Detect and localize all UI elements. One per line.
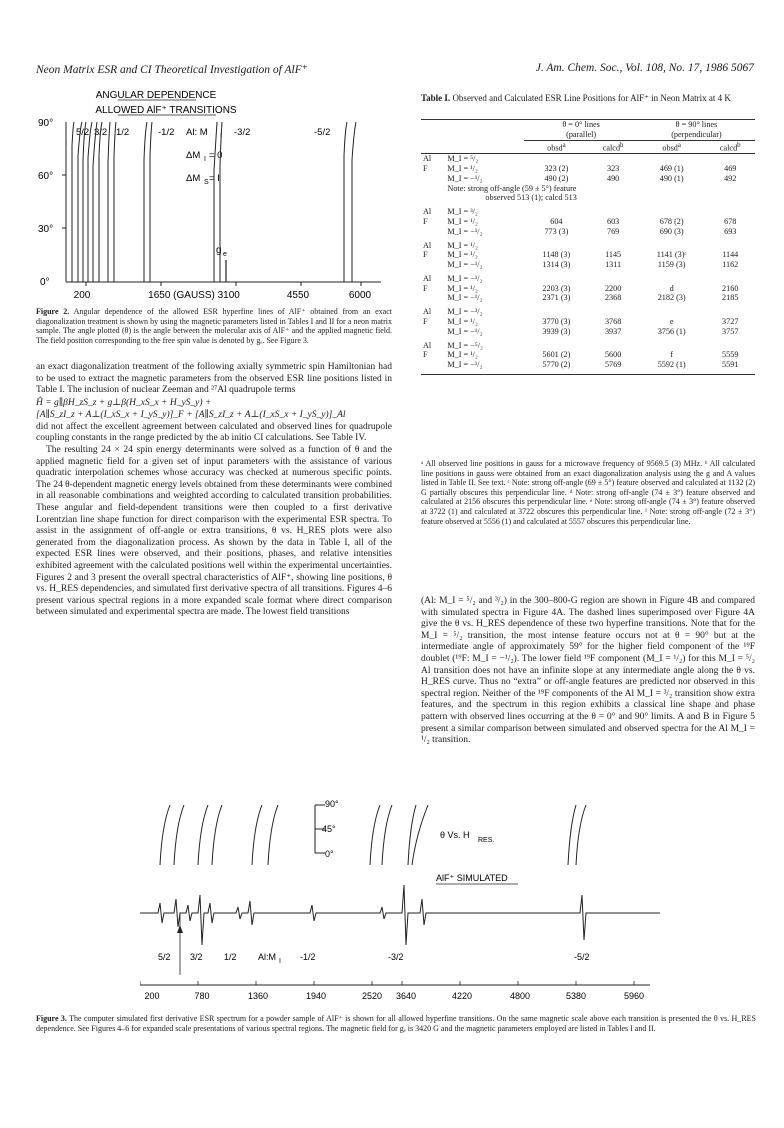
fig3-xtick-780: 780 <box>194 991 210 1001</box>
fig3-xtick-1940: 1940 <box>305 991 327 1001</box>
figure-3-caption-label: Figure 3. <box>36 1014 67 1023</box>
running-header-left: Neon Matrix ESR and CI Theoretical Investigation of AlF⁺ <box>36 64 308 76</box>
svg-text:e: e <box>223 251 227 258</box>
right-column-text <box>421 596 755 747</box>
obsd-perpendicular: f <box>670 350 674 360</box>
calcd-parallel: 5769 <box>604 360 622 370</box>
calcd-perpendicular: 678 <box>724 216 737 226</box>
calcd-parallel: 323 <box>606 163 620 173</box>
fig3-mi-5-2: 5/2 <box>158 952 171 962</box>
calcd-perpendicular: 5559 <box>722 350 739 360</box>
calcd-parallel: 2368 <box>604 293 622 303</box>
obsd-perpendicular: 2182 (3) <box>657 293 686 303</box>
al-mi: M_I = −⁵/₂ <box>447 340 483 350</box>
table-1-caption-text: Observed and Calculated ESR Line Positions for AlF⁺ in Neon Matrix at 4 K <box>452 93 731 103</box>
fig2-label-3-2: 3/2 <box>94 127 108 138</box>
figure-2-plot <box>36 86 386 304</box>
calcd-perpendicular: 1144 <box>722 250 739 260</box>
calcd-perpendicular: 3757 <box>722 326 739 336</box>
table-row <box>421 317 755 327</box>
fig3-xtick-5380: 5380 <box>565 991 587 1001</box>
left-paragraph-3: The resulting 24 × 24 spin energy determinants were solved as a function of θ and the applied magnetic field for a given set of input parameters with the assistance of various quadratic interpolation schemes whose accuracy was checked at numerous specific points. The 24 θ-dependent magnetic energy levels obtained from these determinants were combined in all reasonable combinations and weighted according to calculated transition probabilities. These angular and field-dependent transitions were then coupled to a first derivative Lorentzian line shape function for direct comparison with the experimental ESR spectra. To assist in the assignment of off-angle or extra transitions, θ vs. H_RES plots were also generated from the diagonalization process. As shown by the data in Table I, all of the expected ESR lines were observed, and their positions, phases, and relative intensities exhibited agreement with the calculated positions well within the experimental uncertainties. Figures 2 and 3 present the overall spectral characteristics of AlF⁺, showing line positions, θ vs. H_RES dependencies, and simulated first derivative spectra of all transitions. Figures 4–6 present various spectral regions in a more expanded scale format where direct comparison between simulated and experimental spectra are made. The lowest field transitions <box>36 444 392 618</box>
obsd-perpendicular: 469 (1) <box>659 163 684 173</box>
left-paragraph-2: did not affect the excellent agreement between calculated and observed lines for quadrupole coupling constants in the range predicted by the ab initio CI calculations. See Table IV. <box>36 421 392 444</box>
fig3-xtick-5960: 5960 <box>623 991 645 1001</box>
figure-2-caption-label: Figure 2. <box>36 307 70 316</box>
fig3-mi-m5-2: -5/2 <box>574 952 590 962</box>
table-1 <box>421 119 755 375</box>
obsd-parallel: 1148 (3) <box>542 250 571 260</box>
fig3-al-mi: Al:M <box>258 952 276 962</box>
fig2-label-m3-2: -3/2 <box>234 127 251 138</box>
obsd-parallel: 5601 (2) <box>542 350 571 360</box>
svg-text:= 0: = 0 <box>209 150 223 161</box>
fig3-angle-0: 0° <box>325 849 334 859</box>
calcd-perpendicular: 492 <box>724 173 737 183</box>
f-mi: M_I = ¹/₂ <box>447 283 478 293</box>
fig2-label-mi-sub: I <box>220 133 222 140</box>
table-1-caption <box>421 93 755 104</box>
fig2-ytick-90: 90° <box>38 118 54 129</box>
nucleus-al: Al <box>423 240 432 250</box>
table-row <box>421 164 755 174</box>
fig3-theta-label: θ Vs. H <box>440 830 470 840</box>
f-mi: M_I = −¹/₂ <box>447 173 483 183</box>
nucleus-al: Al <box>423 154 432 164</box>
fig3-angle-90: 90° <box>325 799 339 809</box>
table-1-footnote: ᵃ All observed line positions in gauss for a microwave frequency of 9569.5 (3) MHz. ᵇ All calculated line positions in gauss were obtained from an exact diagonalization analysis using the g and A values listed in Table II. See text. ᶜ Note: strong off-angle (69 ± 5°) feature observed and calculated at 1132 (2) G partially obscures this perpendicular line. ᵈ Note: strong off-angle (74 ± 3°) feature observed and calculated at 2156 obscures this perpendicular line. ᵉ Note: strong off-angle (74 ± 3°) feature observed at 3722 (1) and calculated at 3722 obscures this perpendicular line. ᶠ Note: strong off-angle (72 ± 3°) feature observed at 5556 (1) and calculated at 5557 obscures this perpendicular line. <box>421 459 755 526</box>
running-header-right: J. Am. Chem. Soc., Vol. 108, No. 17, 1986 5067 <box>535 62 754 74</box>
calcd-perpendicular: 693 <box>724 226 737 236</box>
f-mi: M_I = ¹/₂ <box>447 163 478 173</box>
fig3-mi-3-2: 3/2 <box>190 952 203 962</box>
table-1-caption-label: Table I. <box>421 93 451 103</box>
obsd-perpendicular: e <box>669 317 674 327</box>
nucleus-al: Al <box>423 207 432 217</box>
nucleus-f: F <box>423 283 428 293</box>
sub-calcd-par: calcd <box>602 143 621 153</box>
nucleus-f: F <box>423 317 428 327</box>
table-row <box>421 227 755 237</box>
calcd-parallel: 769 <box>606 226 620 236</box>
calcd-perpendicular: 469 <box>724 163 737 173</box>
sub-obsd-perp: obsd <box>662 143 678 153</box>
table-row <box>421 174 755 184</box>
calcd-parallel: 3937 <box>604 326 622 336</box>
fig3-mi-m1-2: -1/2 <box>300 952 316 962</box>
head-parallel-2: (parallel) <box>566 129 597 139</box>
fig3-xtick-3640: 3640 <box>395 991 417 1001</box>
sub-obsd-par: obsd <box>547 143 563 153</box>
fig3-angle-45: 45° <box>322 824 336 834</box>
esr-line-table: θ = 0° lines θ = 90° lines (parallel) (perpendicular) obsd$^a$ calcd$^b$ obsd$^a$ calcd$^b$ Al M_I = ⁵/₂ F M_I = ¹/₂ 323 (2) 323 469 (1) 469 M_I = −¹/₂ 490 (2) 490 490 (1) 492 Note: strong off-angle (59 ± 5°) feature observed 513 (1); calcd 513 Al M_I = ³/₂ F M_I = ¹/₂ 604 603 678 (2) 678 M_I = −¹/₂ 773 (3) 769 690 (3) 693 Al M_I = ¹/₂ F M_I = ¹/₂ 1148 (3) 1145 1141 (3)ᶜ 1144 M_I = −¹/₂ 1314 (3) 1311 1159 (3) 1162 Al M_I = −¹/₂ F M_I = ¹/₂ 2203 (3) 2200 d 2160 M_I = −¹/₂ 2371 (3) 2368 2182 (3) 2185 Al M_I = −³/₂ F M_I = ¹/₂ 3770 (3) 3768 e 3727 M_I = −¹/₂ 3939 (3) 3937 3756 (1) 3757 Al M_I = −⁵/₂ F M_I = ¹/₂ 5601 (2) 5600 f 5559 M_I = −¹/₂ 5770 (2) 5769 5592 (1) 5591 <box>421 119 755 375</box>
table-row <box>421 284 755 294</box>
fig2-label-m5-2: -5/2 <box>314 127 331 138</box>
calcd-parallel: 5600 <box>604 350 622 360</box>
calcd-perpendicular: 3727 <box>722 317 739 327</box>
obsd-parallel: 3939 (3) <box>542 326 571 336</box>
fig3-xtick-1360: 1360 <box>247 991 269 1001</box>
f-mi: M_I = ¹/₂ <box>447 317 478 327</box>
calcd-perpendicular: 5591 <box>722 360 739 370</box>
fig3-mi-m3-2: -3/2 <box>388 952 404 962</box>
obsd-parallel: 1314 (3) <box>542 260 571 270</box>
head-perp-2: (perpendicular) <box>671 129 722 139</box>
fig2-ytick-30: 30° <box>38 224 54 235</box>
fig2-label-al-mi: Al: M <box>186 127 208 138</box>
obsd-perpendicular: 690 (3) <box>659 226 684 236</box>
nucleus-al: Al <box>423 273 432 283</box>
obsd-perpendicular: 5592 (1) <box>657 360 686 370</box>
obsd-perpendicular: 1141 (3)ᶜ <box>656 250 687 260</box>
calcd-parallel: 603 <box>606 216 620 226</box>
al-mi: M_I = ³/₂ <box>447 207 478 217</box>
table-row <box>421 260 755 270</box>
figure-3-caption <box>36 1014 756 1033</box>
fig2-dms: ΔM <box>186 173 201 184</box>
svg-text:I: I <box>204 156 206 163</box>
f-mi: M_I = ¹/₂ <box>447 216 478 226</box>
obsd-perpendicular: 3756 (1) <box>657 326 686 336</box>
figure-3-spectrum <box>140 795 660 1010</box>
obsd-parallel: 2371 (3) <box>542 293 571 303</box>
svg-text:S: S <box>204 179 209 186</box>
obsd-perpendicular: 1159 (3) <box>657 260 686 270</box>
f-mi: M_I = −¹/₂ <box>447 360 483 370</box>
figure-2-caption <box>36 307 392 345</box>
nucleus-al: Al <box>423 340 432 350</box>
svg-text:RES.: RES. <box>478 837 495 844</box>
nucleus-f: F <box>423 350 428 360</box>
table-row <box>421 250 755 260</box>
obsd-parallel: 323 (2) <box>544 163 569 173</box>
calcd-parallel: 2200 <box>604 283 622 293</box>
calcd-perpendicular: 2185 <box>722 293 739 303</box>
head-parallel-1: θ = 0° lines <box>562 120 600 129</box>
fig2-ytick-60: 60° <box>38 171 54 182</box>
calcd-parallel: 1145 <box>605 250 622 260</box>
fig3-xtick-200: 200 <box>144 991 160 1001</box>
fig2-xtick-4550: 4550 <box>286 290 310 301</box>
f-mi: M_I = −¹/₂ <box>447 260 483 270</box>
obsd-parallel: 2203 (3) <box>542 283 571 293</box>
table-row <box>421 360 755 370</box>
svg-text:= I: = I <box>209 173 220 184</box>
head-perp-1: θ = 90° lines <box>675 120 718 129</box>
table-row <box>421 293 755 303</box>
fig2-title-2: ALLOWED AlF⁺ TRANSITIONS <box>95 105 237 116</box>
fig3-xtick-2520: 2520 <box>361 991 383 1001</box>
al-mi: M_I = ⁵/₂ <box>447 154 479 164</box>
obsd-parallel: 3770 (3) <box>542 317 571 327</box>
fig3-sim-label: AlF⁺ SIMULATED <box>436 873 508 883</box>
hamiltonian-line-2: [A∥S_zI_z + A⊥(I_xS_x + I_yS_y)]_F + [A∥S_zI_z + A⊥(I_xS_x + I_yS_y)]_Al <box>36 410 346 421</box>
al-mi: M_I = ¹/₂ <box>447 240 478 250</box>
fig3-xtick-4220: 4220 <box>451 991 473 1001</box>
fig2-xtick-6000: 6000 <box>348 290 372 301</box>
right-paragraph-1: (Al: M_I = ⁵/₂ and ³/₂) in the 300–800-G region are shown in Figure 4B and compared with simulated spectra in Figure 4A. The dashed lines superimposed over Figure 4A give the θ vs. H_RES dependence of these two hyperfine transitions. Note that for the M_I = ⁵/₂ transition, the most intense feature occurs not at θ = 90° but at the intermediate angle of approximately 59° for the higher field component of the ¹⁹F doublet (¹⁹F: M_I = −¹/₂). The lower field ¹⁹F component (M_I = ¹/₂) for this M_I = ⁵/₂ Al transition does not have an infinite slope at any intermediate angle along the θ vs. H_RES curve. Thus no “extra” or off-angle features are predicted nor observed in this spectral region. Neither of the ¹⁹F components of the Al M_I = ³/₂ transition show extra features, and the spectrum in this region exhibits a classical line shape and phase pattern with observed lines occurring at the θ = 0° and 90° limits. A and B in Figure 5 present a similar comparison between simulated and observed spectra for the Al M_I = ¹/₂ transition. <box>421 596 755 746</box>
fig2-label-m1-2: -1/2 <box>158 127 175 138</box>
f-mi: M_I = ¹/₂ <box>447 250 478 260</box>
obsd-perpendicular: 678 (2) <box>659 216 684 226</box>
calcd-parallel: 1311 <box>605 260 622 270</box>
table-row <box>421 217 755 227</box>
left-paragraph-1: an exact diagonalization treatment of the following axially symmetric spin Hamiltonian had to be used to extract the magnetic parameters from the observed ESR line positions listed in Table I. The inclusion of nuclear Zeeman and ²⁷Al quadrupole terms <box>36 362 392 396</box>
svg-text:I: I <box>279 958 281 965</box>
f-mi: M_I = −¹/₂ <box>447 293 483 303</box>
figure-3-caption-text: The computer simulated first derivative ESR spectrum for a powder sample of AlF⁺ is shown for all allowed hyperfine transitions. On the same magnetic scale above each transition is presented the θ vs. H_RES dependence. See Figures 4–6 for expanded scale presentations of various spectral regions. The magnetic field for gₑ is 3420 G and the magnetic parameters employed are listed in Tables I and II. <box>36 1014 757 1033</box>
table-row <box>421 327 755 337</box>
table-note: observed 513 (1); calcd 513 <box>485 193 577 203</box>
calcd-parallel: 3768 <box>604 317 622 327</box>
nucleus-f: F <box>423 250 428 260</box>
sub-calcd-perp: calcd <box>719 143 738 153</box>
obsd-parallel: 773 (3) <box>544 226 569 236</box>
nucleus-f: F <box>423 216 428 226</box>
fig2-xtick-1650: 1650 (GAUSS) 3100 <box>148 290 240 301</box>
obsd-perpendicular: 490 (1) <box>659 173 684 183</box>
calcd-parallel: 490 <box>606 173 620 183</box>
al-mi: M_I = −¹/₂ <box>447 273 483 283</box>
fig3-mi-1-2: 1/2 <box>224 952 237 962</box>
al-mi: M_I = −³/₂ <box>447 307 483 317</box>
hamiltonian-line-1: Ĥ = g∥βH_zS_z + g⊥β(H_xS_x + H_yS_y) + <box>36 397 212 408</box>
table-row <box>421 350 755 360</box>
fig2-ytick-0: 0° <box>40 277 50 288</box>
fig3-xtick-4800: 4800 <box>509 991 531 1001</box>
fig2-xtick-200: 200 <box>73 290 91 301</box>
calcd-perpendicular: 2160 <box>722 283 739 293</box>
f-mi: M_I = ¹/₂ <box>447 350 478 360</box>
obsd-parallel: 490 (2) <box>544 173 569 183</box>
fig2-dmi: ΔM <box>186 150 201 161</box>
calcd-perpendicular: 1162 <box>722 260 739 270</box>
f-mi: M_I = −¹/₂ <box>447 326 483 336</box>
fig2-title-1: ANGULAR DEPENDENCE <box>95 90 217 101</box>
nucleus-f: F <box>423 163 428 173</box>
nucleus-al: Al <box>423 307 432 317</box>
left-column-text <box>36 362 392 619</box>
fig2-label-5-2: 5/2 <box>76 127 90 138</box>
fig2-label-1-2: 1/2 <box>116 127 130 138</box>
f-mi: M_I = −¹/₂ <box>447 226 483 236</box>
table-note: Note: strong off-angle (59 ± 5°) feature <box>447 183 577 193</box>
obsd-parallel: 604 <box>550 216 563 226</box>
figure-2-caption-text: Angular dependence of the allowed ESR hyperfine lines of AlF⁺ obtained from an exact diagonalization treatment is shown by using the magnetic parameters listed in Tables I and II for a neon matrix sample. The angle plotted (θ) is the angle between the molecular axis of AlF⁺ and the applied magnetic field. The field position corresponding to the free spin value is denoted by gₑ. See Figure 3. <box>36 307 393 345</box>
obsd-perpendicular: d <box>669 283 674 293</box>
fig2-ge: g <box>216 245 222 256</box>
obsd-parallel: 5770 (2) <box>542 360 571 370</box>
